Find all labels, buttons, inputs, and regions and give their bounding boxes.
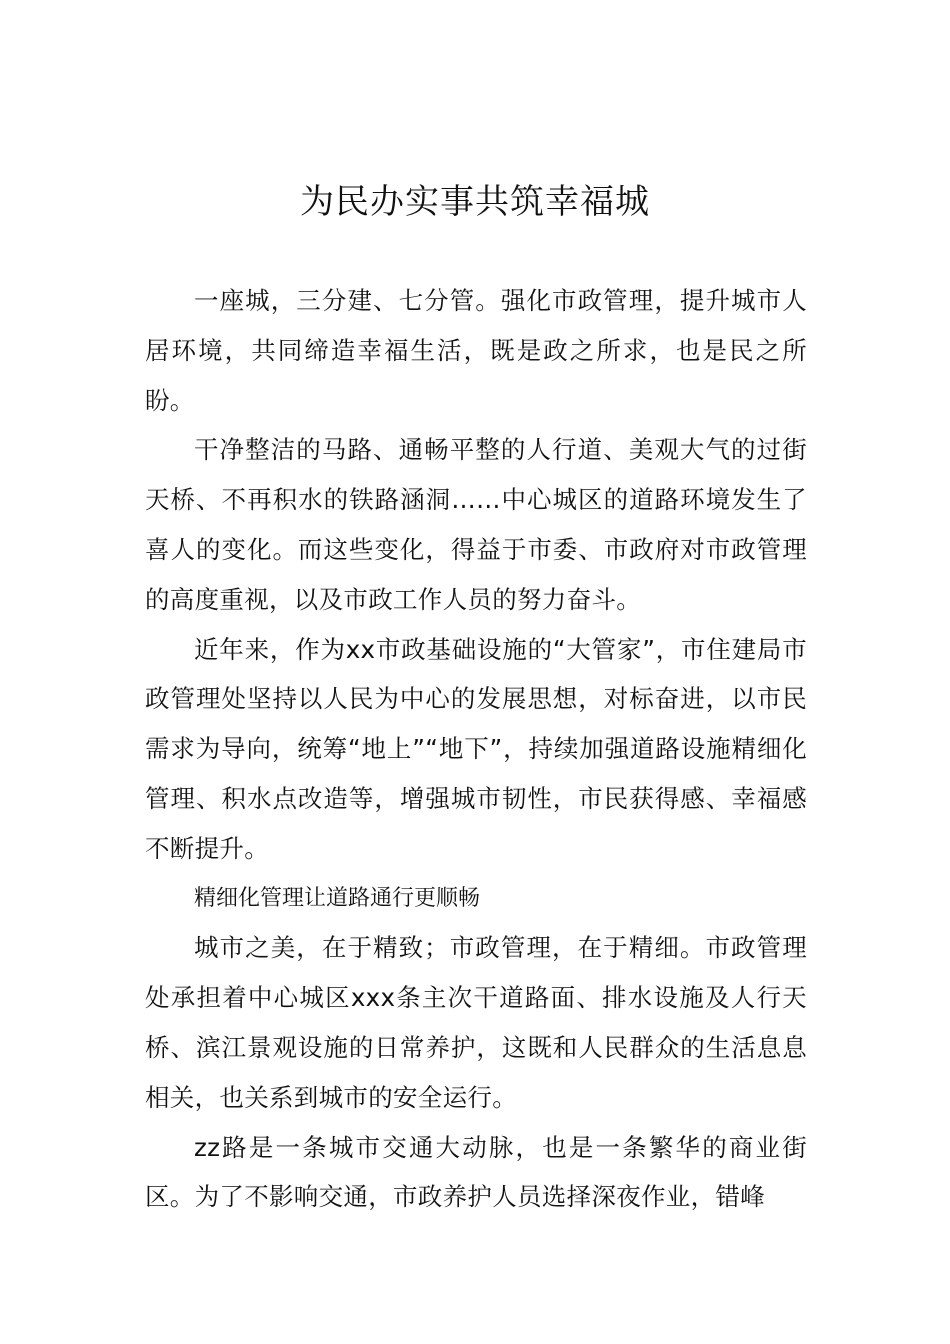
paragraph: 一座城，三分建、七分管。强化市政管理，提升城市人居环境，共同缔造幸福生活，既是政之所求，也是民之所盼。	[145, 286, 807, 415]
document-body	[145, 276, 807, 1222]
paragraph: 城市之美，在于精致；市政管理，在于精细。市政管理处承担着中心城区xxx条主次干道路面、排水设施及人行天桥、滨江景观设施的日常养护，这既和人民群众的生活息息相关，也关系到城市的安全运行。	[145, 933, 807, 1112]
paragraph: 干净整洁的马路、通畅平整的人行道、美观大气的过街天桥、不再积水的铁路涵洞……中心城区的道路环境发生了喜人的变化。而这些变化，得益于市委、市政府对市政管理的高度重视，以及市政工作人员的努力奋斗。	[145, 435, 807, 614]
paragraph: 近年来，作为xx市政基础设施的“大管家”，市住建局市政管理处坚持以人民为中心的发展思想，对标奋进，以市民需求为导向，统筹“地上”“地下”，持续加强道路设施精细化管理、积水点改造等，增强城市韧性，市民获得感、幸福感不断提升。	[145, 634, 807, 863]
paragraph: zz路是一条城市交通大动脉，也是一条繁华的商业街区。为了不影响交通，市政养护人员选择深夜作业，错峰	[145, 1132, 807, 1212]
section-subheading: 精细化管理让道路通行更顺畅	[194, 885, 481, 911]
document-title: 为民办实事共筑幸福城	[300, 182, 650, 222]
